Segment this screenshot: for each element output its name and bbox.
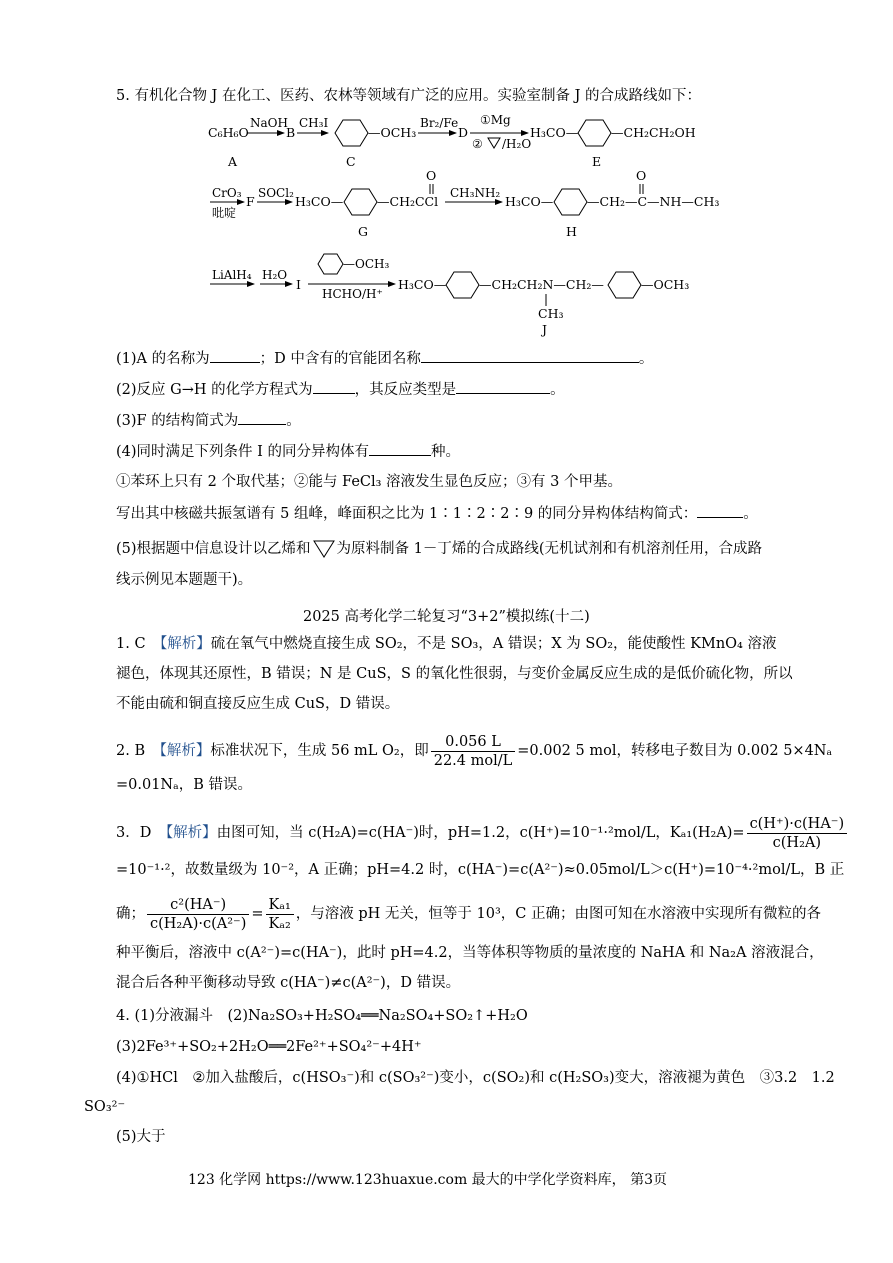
svg-text:CrO₃: CrO₃ <box>212 186 242 200</box>
answer-blank[interactable] <box>421 348 639 363</box>
scheme-row-3 <box>210 254 689 337</box>
benzene-ring-icon <box>578 120 611 146</box>
fraction: $\frac{\text{c²(HA⁻)}}{\text{c(H₂A)·c(A²⁻)}}$ <box>147 896 249 933</box>
svg-text:H₃CO—: H₃CO— <box>530 125 579 140</box>
svg-text:CH₃NH₂: CH₃NH₂ <box>450 186 501 200</box>
svg-text:HCHO/H⁺: HCHO/H⁺ <box>322 287 383 301</box>
svg-text:D: D <box>458 125 469 140</box>
answer-4-line-4: SO₃²⁻ <box>84 1099 126 1115</box>
svg-text:I: I <box>296 277 301 292</box>
page-footer: 123 化学网 https://www.123huaxue.com 最大的中学化学资料库， 第3页 <box>188 1172 668 1188</box>
answer-4-line-3: (4)①HCl ②加入盐酸后，c(HSO₃⁻)和 c(SO₃²⁻)变小，c(SO₂)和 c(H₂SO₃)变大，溶液褪为黄色 ③3.2 1.2 <box>116 1070 835 1086</box>
benzene-ring-icon <box>446 272 479 298</box>
svg-text:—CH₂—C—NH—CH₃: —CH₂—C—NH—CH₃ <box>587 194 720 209</box>
svg-text:LiAlH₄: LiAlH₄ <box>212 268 252 282</box>
svg-text:—CH₂CH₂N—CH₂—: —CH₂CH₂N—CH₂— <box>479 277 604 292</box>
svg-text:C₆H₆O: C₆H₆O <box>208 125 249 140</box>
svg-text:C: C <box>346 154 356 169</box>
fraction: $\frac{0.056 L}{\text{22.4 mol/L}}$ <box>431 733 516 770</box>
svg-text:—OCH₃: —OCH₃ <box>343 257 390 271</box>
svg-text:E: E <box>592 154 602 169</box>
svg-text:/H₂O: /H₂O <box>502 137 532 151</box>
answer-blank[interactable] <box>313 379 355 394</box>
svg-text:H₃CO—: H₃CO— <box>398 277 447 292</box>
question-5-part-5: (5)根据题中信息设计以乙烯和 为原料制备 1－丁烯的合成路线(无机试剂和有机溶剂任用，合成路 <box>116 538 762 560</box>
answer-4-line-2: (3)2Fe³⁺+SO₂+2H₂O══2Fe²⁺+SO₄²⁻+4H⁺ <box>116 1039 422 1055</box>
benzene-ring-icon <box>344 189 377 215</box>
answer-3-line-5: 混合后各种平衡移动导致 c(HA⁻)≠c(A²⁻)，D 错误。 <box>116 975 461 991</box>
svg-text:H: H <box>566 224 577 239</box>
benzene-ring-icon <box>554 189 587 215</box>
question-5-part-4-nmr: 写出其中核磁共振氢谱有 5 组峰，峰面积之比为 1∶1∶2∶2∶9 的同分异构体结构简式： 。 <box>116 503 758 524</box>
svg-text:F: F <box>246 194 255 209</box>
fraction: $\frac{c(H^+)\cdot c(HA^-)}{\text{c(H₂A)}}$ <box>747 815 848 852</box>
svg-text:H₂O: H₂O <box>262 268 288 282</box>
svg-text:—OCH₃: —OCH₃ <box>368 125 417 140</box>
svg-text:—CH₂CCl: —CH₂CCl <box>377 194 439 209</box>
benzene-ring-icon <box>608 272 641 298</box>
question-5-part-4: (4)同时满足下列条件 I 的同分异构体有 种。 <box>116 441 460 462</box>
question-5-part-5-cont: 线示例见本题题干)。 <box>116 572 253 588</box>
question-5-stem: 5. 有机化合物 J 在化工、医药、农林等领域有广泛的应用。实验室制备 J 的合成路线如下： <box>116 88 702 104</box>
answer-blank[interactable] <box>210 348 260 363</box>
svg-text:吡啶: 吡啶 <box>212 206 237 220</box>
fraction: $\frac{\text{Kₐ₁}}{\text{Kₐ₂}}$ <box>266 896 294 933</box>
svg-text:G: G <box>358 224 368 239</box>
answer-1-line-2: 褪色，体现其还原性，B 错误；N 是 CuS，S 的氧化性很弱，与变价金属反应生成的是低价硫化物，所以 <box>116 666 793 682</box>
answer-blank[interactable] <box>697 503 743 518</box>
benzene-ring-icon <box>318 254 343 274</box>
svg-text:O: O <box>426 168 437 183</box>
answer-1: 1. C 【解析】硫在氧气中燃烧直接生成 SO₂，不是 SO₃，A 错误；X 为 SO₂，能使酸性 KMnO₄ 溶液 <box>116 636 777 652</box>
svg-text:A: A <box>228 154 238 169</box>
answer-2-line-2: =0.01Nₐ，B 错误。 <box>116 777 252 793</box>
answer-3: 3．D 【解析】由图可知，当 c(H₂A)=c(HA⁻)时，pH=1.2，c(H⁺)=10⁻¹·²mol/L，Kₐ₁(H₂A)= $\frac{c(H^+)\cdot c(HA^-)}{\text{c(H₂A)}}$ <box>116 812 849 854</box>
answer-3-line-2: =10⁻¹·²，故数量级为 10⁻²，A 正确；pH=4.2 时，c(HA⁻)=c(A²⁻)≈0.05mol/L＞c(H⁺)=10⁻⁴·²mol/L，B 正 <box>116 862 845 878</box>
answer-3-line-3: 确； $\frac{\text{c²(HA⁻)}}{\text{c(H₂A)·c(A²⁻)}}$ = $\frac{\text{Kₐ₁}}{\text{Kₐ₂}}$ ，与溶液 pH 无关，恒等于 10³，C 正确；由图可知在水溶液中实现所有微粒的各 <box>116 896 821 932</box>
epoxide-icon <box>488 138 500 148</box>
svg-text:CH₃I: CH₃I <box>299 116 329 130</box>
scheme-row-1 <box>208 113 696 169</box>
question-5-part-4-conditions: ①苯环上只有 2 个取代基；②能与 FeCl₃ 溶液发生显色反应；③有 3 个甲基。 <box>116 474 622 490</box>
svg-text:H₃CO—: H₃CO— <box>295 194 344 209</box>
answer-3-line-4: 种平衡后，溶液中 c(A²⁻)=c(HA⁻)，此时 pH=4.2，当等体积等物质的量浓度的 NaHA 和 Na₂A 溶液混合， <box>116 945 824 961</box>
epoxide-icon <box>311 538 337 560</box>
svg-text:②: ② <box>472 137 483 151</box>
question-5-part-2: (2)反应 G→H 的化学方程式为 ，其反应类型是 。 <box>116 379 565 400</box>
svg-text:—OCH₃: —OCH₃ <box>641 277 690 292</box>
answer-2: 2. B 【解析】标准状况下，生成 56 mL O₂，即 $\frac{0.056 L}{\text{22.4 mol/L}}$ =0.002 5 mol，转移电子数目为 0.002 5×4Nₐ <box>116 733 833 769</box>
answer-1-line-3: 不能由硫和铜直接反应生成 CuS，D 错误。 <box>116 696 400 712</box>
scheme-row-2 <box>210 168 719 239</box>
svg-text:CH₃: CH₃ <box>538 306 564 321</box>
svg-text:H₃CO—: H₃CO— <box>505 194 554 209</box>
benzene-ring-icon <box>335 120 368 146</box>
answer-blank[interactable] <box>238 410 286 425</box>
answer-blank[interactable] <box>369 441 431 456</box>
answer-4-line-5: (5)大于 <box>116 1129 166 1145</box>
svg-text:Br₂/Fe: Br₂/Fe <box>420 116 459 130</box>
svg-text:SOCl₂: SOCl₂ <box>258 186 294 200</box>
answer-4: 4. (1)分液漏斗 (2)Na₂SO₃+H₂SO₄══Na₂SO₄+SO₂↑+H₂O <box>116 1008 528 1024</box>
question-5-part-1: (1)A 的名称为 ；D 中含有的官能团名称 。 <box>116 348 653 369</box>
question-5-part-3: (3)F 的结构简式为 。 <box>116 410 301 431</box>
svg-text:NaOH: NaOH <box>250 116 288 130</box>
svg-text:O: O <box>636 168 647 183</box>
svg-text:①Mg: ①Mg <box>480 113 511 127</box>
answers-title: 2025 高考化学二轮复习“3+2”模拟练(十二) <box>303 609 590 625</box>
svg-text:J: J <box>542 322 548 337</box>
svg-text:—CH₂CH₂OH: —CH₂CH₂OH <box>611 125 696 140</box>
answer-blank[interactable] <box>456 379 550 394</box>
svg-text:B: B <box>286 125 296 140</box>
